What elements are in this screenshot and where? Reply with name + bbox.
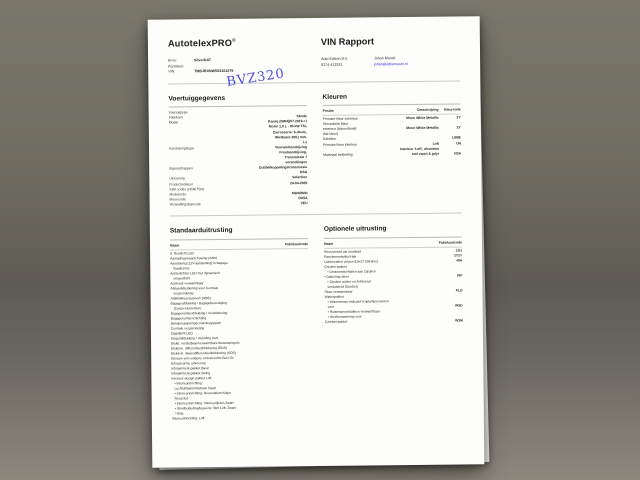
standard-section-title: Standaarduitrusting — [169, 227, 233, 235]
optional-section-title: Optionele uitrusting — [323, 225, 387, 234]
vehicle-row-value: Dubbelkoppelingstransmissie — [258, 165, 308, 170]
vehicle-row-value: VEU — [300, 201, 308, 206]
meta-row: VIN: TMBJBXNW5S3101279 — [168, 68, 234, 74]
brand-title: AutotelexPRO© — [167, 37, 236, 49]
page-title: VIN Rapport — [320, 36, 375, 47]
standard-item-label: Centrale vergrendeling — [170, 325, 205, 331]
color-position: exterieur (bijvoorbeeld — [322, 126, 357, 132]
standard-item-label: Luchtuitlaatomlesbaar Zwart — [174, 385, 216, 391]
optional-item-label: Panelmoonheffect-lak — [324, 254, 357, 259]
optional-item-code: 2Y2Y — [454, 253, 463, 258]
optional-item — [325, 318, 463, 324]
optional-item-label: • Zijruiten achter en Achterruit — [327, 279, 371, 284]
vehicle-row-label: Fabrikant — [168, 115, 183, 120]
dealer-phone: 0174-413331 — [321, 62, 343, 67]
color-description: stof zwart & grijs — [411, 151, 440, 156]
standard-item-label: Bandenspanningscontrolesysteem — [170, 320, 222, 326]
vehicle-row-value: Motor 1,0 L - 85 kW TSI, — [268, 124, 307, 129]
optional-item-label: voor — [327, 304, 335, 309]
standard-item-code — [290, 415, 310, 420]
vehicle-row-value: Frontaandrijving, — [279, 150, 308, 155]
vehicle-row-value: Selection — [292, 175, 308, 180]
color-code: 2Y — [456, 125, 461, 130]
optional-item-label: verduisterd (SunSet) — [327, 284, 358, 289]
standard-item-label: • Interieurinrichting: Interieurlijsten Zwart — [174, 400, 234, 406]
colors-table-header: Positie Omschrijving Kleurcode — [323, 108, 461, 116]
colors-section-title: Kleuren — [322, 93, 348, 101]
vehicle-row-value: Kamiq (NW4)(07.2019->) — [267, 119, 307, 124]
standard-item-label: Bagageruimteverlichting — [170, 315, 207, 321]
mid-divider — [170, 213, 462, 217]
header-divider — [168, 80, 460, 84]
standard-item-label: Elektron. differentieelblokkering (EDS) — [171, 345, 227, 351]
meta-row: Bron: SilverDAT — [168, 58, 212, 63]
vehicle-row-label: Uitvoering — [169, 176, 185, 182]
optional-item-label: • Watersmoss-indicator Koplampsensoren — [327, 298, 389, 304]
vin-report-document — [148, 16, 485, 467]
optional-equipment-list — [324, 248, 463, 324]
dealer-name: Auto Edison B.V. — [321, 56, 348, 62]
standard-item-label: /laadruimte — [173, 265, 190, 271]
standard-item-label: (Cargo-elementen) — [173, 305, 202, 311]
colors-section — [322, 87, 461, 206]
standard-item-label: Interieurinrichting: Loft — [171, 415, 205, 421]
meta-row: Kenteken: — [168, 64, 185, 69]
standard-item-label: Bagageruimteafdekking / Verduistering — [170, 310, 228, 316]
color-code: LB9E — [452, 135, 461, 141]
standard-item-label: Aandrijving (12V-aansluiting) in bagage- — [170, 260, 229, 266]
color-position: Materiaal bekleding — [323, 152, 353, 157]
standard-item-label: Dorpelafdekking / -beklding inert — [170, 335, 219, 341]
standard-item-label: Achteruit verwarmbaar — [170, 280, 204, 286]
vehicle-row-value: Voorwielaandrijving — [275, 144, 308, 150]
standard-item-label: 3. Remlicht LED — [170, 250, 194, 256]
vehicle-row-label: Motorcode — [169, 197, 186, 202]
color-description: Moon White Metallic — [406, 115, 439, 121]
standard-item-label: Emissiearme uitvoering — [171, 360, 206, 366]
vehicle-row-value: Skoda — [296, 114, 307, 119]
vehicle-row-label: Versnellingsbakcode — [169, 202, 201, 207]
vehicle-row-value: DU5A — [298, 196, 308, 201]
vehicle-row-value: versnellingen — [285, 160, 308, 165]
standard-item-label: vergrendeling — [173, 290, 194, 296]
standard-item-label: Dagrijlicht LED — [170, 330, 193, 336]
handwritten-note: BVZ320 — [225, 66, 286, 90]
document-header — [168, 34, 460, 75]
vehicle-row-label: KBA codes (HSN/TSN) — [169, 186, 205, 192]
standard-item-label: Afstandsbediening voor Centrale — [170, 285, 219, 291]
optional-item-code: 1G1 — [455, 248, 463, 253]
color-position: Primaire kleur exterieur — [322, 116, 358, 121]
optional-item-label: Winterpakket — [324, 294, 344, 299]
optional-item-label: • Ruitensproeistukken verwarmbaar — [327, 308, 380, 314]
standard-item-label: Interieur-design pakket Loft — [171, 375, 212, 381]
dealer-email[interactable]: johan@edisonauto.nl — [373, 61, 408, 67]
optional-item-code: PIF — [457, 273, 463, 278]
dealer-contact: Johan Mandt — [373, 56, 395, 61]
vehicle-row-label: Aandrijvingstype — [168, 146, 194, 151]
color-description: Interieur 'Loft', alcantara — [399, 146, 440, 151]
standard-equipment-list — [170, 250, 310, 421]
standard-item-label: Elektr. verstelbaar/verwarmbare buitenspiegels — [171, 340, 240, 346]
vehicle-row-label: Modelcode — [169, 192, 187, 197]
standard-item-label: Infotainment-pakket Basic — [171, 365, 210, 371]
vehicle-row — [170, 201, 308, 208]
optional-item-label: Comfort-pakket — [324, 319, 348, 324]
standard-item-label: Infotainment-pakket Swing — [171, 370, 211, 376]
optional-table-header: Naam Fabrikantcode — [324, 240, 462, 248]
vehicle-row-value: Transmissie 7 — [284, 155, 308, 160]
standard-equipment-section — [170, 221, 310, 421]
color-position: Secundaire kleur — [322, 121, 349, 127]
standard-item-label: omgeeflicht — [173, 275, 191, 281]
vehicle-row-label: Productiedatum — [169, 181, 194, 187]
colors-rows — [323, 115, 461, 157]
optional-item-label: • Dakreling zilver — [324, 274, 349, 279]
color-description: Loft — [432, 141, 439, 146]
optional-item-label: Reservewiel als noodwiel — [324, 249, 362, 254]
optional-item-label: Lichtmetalen velgen 6,5x17 (Stratos) — [324, 258, 378, 264]
vehicle-row-value: Carrosserie: 5-deurs, — [272, 129, 307, 134]
optional-item-code: 40H — [456, 258, 463, 263]
standard-item-label: Bagageafdekking / Bagagebevestiging — [170, 300, 227, 306]
optional-item-label: Chrome-pakket — [324, 264, 347, 269]
color-description: Moon White Metallic — [406, 125, 439, 131]
color-position: dak-kleur) — [322, 132, 338, 137]
standard-item-label: Aanrijdingswaarschuwing (ARK) — [170, 255, 218, 261]
vehicle-row-label: Eigenschappen — [169, 166, 193, 171]
vehicle-rows — [169, 109, 308, 208]
standard-item-label: Recycled — [174, 395, 189, 401]
standard-item-label: / Grijs — [174, 411, 184, 416]
standard-item-label: Elektron. dwarsdifferentieelblokkering (XDS) — [171, 350, 236, 356]
vehicle-row-label: Model — [168, 120, 179, 125]
vehicle-row-label: Voertuigtype — [168, 110, 188, 115]
standard-item-label: • Stoelbekleding/kussens: Stof Loft, Zwart — [174, 405, 236, 411]
vehicle-row-value: 24-04-2025 — [289, 180, 308, 185]
standard-item-label: Achterlichten LED met dynamisch — [170, 270, 220, 276]
standard-item-label: • Interieurinrichting: Deurenklem Knipo — [174, 390, 231, 396]
optional-item-code: PLG — [455, 288, 463, 293]
equipment-columns — [170, 220, 464, 422]
optional-equipment-section — [324, 220, 464, 420]
optional-item-label: Stuur verwarmbaar — [324, 289, 353, 294]
vehicle-row-value: Wielbasis 2651 mm, — [274, 134, 307, 140]
optional-item-label: • Stoelverwarming voor — [327, 314, 362, 319]
standard-item — [172, 415, 310, 421]
standard-item-label: • Interieurinrichting: — [174, 380, 203, 386]
color-code: UN — [456, 141, 461, 146]
color-row — [323, 151, 461, 158]
color-position: Primaire kleur interieur — [322, 142, 358, 147]
color-position: Dakkleur — [322, 137, 337, 142]
top-columns — [168, 87, 461, 208]
standard-item-label: Antiblokkeersysteem (ABS) — [170, 295, 211, 301]
standard-table-header: Naam Fabrikantcode — [170, 242, 308, 250]
vehicle-row-value: NW4DMO — [292, 190, 308, 196]
dealer-block — [321, 56, 460, 68]
vehicle-section-title: Voertuiggegevens — [168, 94, 226, 103]
optional-item-code: WSD — [454, 303, 463, 308]
color-code: 2Y — [456, 115, 461, 120]
color-code: N3A — [454, 151, 462, 156]
vehicle-row-value: DSG — [299, 170, 308, 175]
optional-item-label: • Omzoomsterlijsten aan Zijruiten — [327, 269, 376, 274]
vehicle-row-value: L1 — [302, 139, 307, 144]
vehicle-section — [168, 89, 307, 208]
standard-item-label: Emissie-arm volgens emissienorm Euro 6e — [171, 355, 234, 361]
optional-item-code: W3M — [455, 318, 463, 323]
